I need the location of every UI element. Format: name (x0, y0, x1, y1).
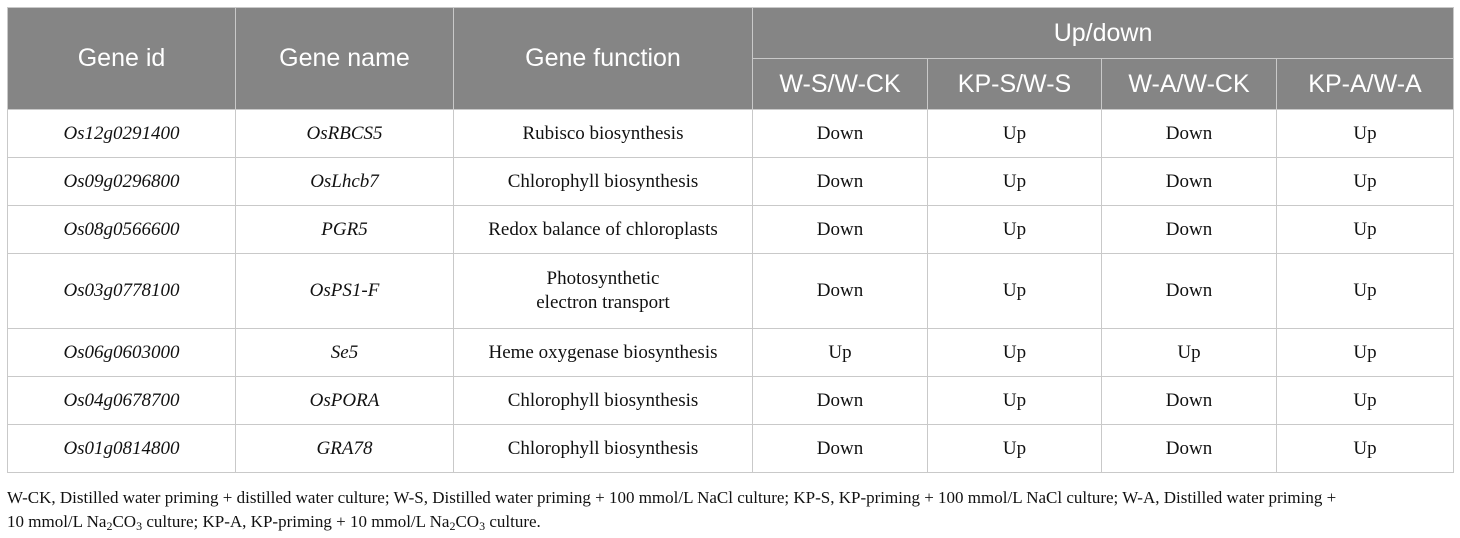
footnote-subscript: 2 (449, 519, 456, 533)
cell-kpa-wa: Up (1277, 377, 1454, 425)
cell-gene-id: Os01g0814800 (8, 425, 236, 473)
cell-kpa-wa: Up (1277, 158, 1454, 206)
cell-gene-function (454, 254, 753, 329)
table-row (8, 110, 1454, 158)
cell-kpa-wa: Up (1277, 329, 1454, 377)
header-kps-ws: KP-S/W-S (928, 59, 1102, 110)
table-footnote (7, 486, 1453, 534)
cell-wa-wck: Down (1102, 425, 1277, 473)
cell-gene-id: Os09g0296800 (8, 158, 236, 206)
header-wa-wck: W-A/W-CK (1102, 59, 1277, 110)
table-row (8, 158, 1454, 206)
cell-kps-ws: Up (928, 254, 1102, 329)
cell-gene-name: GRA78 (236, 425, 454, 473)
cell-gene-name: Se5 (236, 329, 454, 377)
cell-kps-ws: Up (928, 110, 1102, 158)
footnote-line-1: W-CK, Distilled water priming + distilled water culture; W-S, Distilled water priming + 100 mmol/L NaCl culture; KP-S, KP-priming + 100 mmol/L NaCl culture; W-A, Distilled water priming + (7, 488, 1337, 507)
footnote-subscript: 2 (106, 519, 113, 533)
table-row (8, 377, 1454, 425)
cell-kps-ws: Up (928, 377, 1102, 425)
cell-kps-ws: Up (928, 206, 1102, 254)
gene-function-line-1: Photosynthetic (546, 268, 660, 289)
header-ws-wck: W-S/W-CK (753, 59, 928, 110)
footnote-line-2a: 10 mmol/L Na (7, 512, 107, 531)
cell-kps-ws: Up (928, 329, 1102, 377)
cell-gene-id: Os03g0778100 (8, 254, 236, 329)
cell-gene-id: Os06g0603000 (8, 329, 236, 377)
cell-gene-id: Os04g0678700 (8, 377, 236, 425)
cell-wa-wck: Down (1102, 206, 1277, 254)
footnote-subscript: 3 (136, 519, 143, 533)
table-row (8, 425, 1454, 473)
cell-ws-wck: Down (753, 425, 928, 473)
cell-wa-wck: Down (1102, 110, 1277, 158)
cell-ws-wck: Up (753, 329, 928, 377)
header-gene-id: Gene id (8, 8, 236, 110)
cell-kpa-wa: Up (1277, 110, 1454, 158)
footnote-subscript: 3 (479, 519, 486, 533)
cell-ws-wck: Down (753, 377, 928, 425)
cell-gene-name: OsPS1-F (236, 254, 454, 329)
cell-gene-name: OsPORA (236, 377, 454, 425)
cell-kpa-wa: Up (1277, 254, 1454, 329)
cell-ws-wck: Down (753, 254, 928, 329)
cell-ws-wck: Down (753, 158, 928, 206)
cell-wa-wck: Down (1102, 377, 1277, 425)
table-row (8, 206, 1454, 254)
footnote-line-2d: CO (455, 512, 480, 531)
cell-gene-function: Rubisco biosynthesis (454, 110, 753, 158)
footnote-line-2c: culture; KP-A, KP-priming + 10 mmol/L Na (142, 512, 450, 531)
cell-gene-function: Heme oxygenase biosynthesis (454, 329, 753, 377)
gene-function-line-2: electron transport (536, 292, 670, 313)
cell-gene-name: OsRBCS5 (236, 110, 454, 158)
table-row (8, 329, 1454, 377)
header-gene-function: Gene function (454, 8, 753, 110)
header-gene-name: Gene name (236, 8, 454, 110)
cell-gene-function: Chlorophyll biosynthesis (454, 158, 753, 206)
footnote-line-2e: culture. (485, 512, 541, 531)
cell-kps-ws: Up (928, 158, 1102, 206)
cell-kpa-wa: Up (1277, 206, 1454, 254)
cell-gene-id: Os08g0566600 (8, 206, 236, 254)
cell-gene-function: Redox balance of chloroplasts (454, 206, 753, 254)
header-row-top (8, 8, 1454, 59)
cell-kps-ws: Up (928, 425, 1102, 473)
cell-ws-wck: Down (753, 110, 928, 158)
table-header (8, 8, 1454, 110)
footnote-line-2b: CO (112, 512, 137, 531)
cell-gene-function: Chlorophyll biosynthesis (454, 377, 753, 425)
cell-gene-name: PGR5 (236, 206, 454, 254)
cell-wa-wck: Down (1102, 254, 1277, 329)
cell-wa-wck: Down (1102, 158, 1277, 206)
cell-ws-wck: Down (753, 206, 928, 254)
cell-gene-id: Os12g0291400 (8, 110, 236, 158)
cell-gene-name: OsLhcb7 (236, 158, 454, 206)
table-body (8, 110, 1454, 473)
cell-wa-wck: Up (1102, 329, 1277, 377)
cell-kpa-wa: Up (1277, 425, 1454, 473)
header-up-down-group: Up/down (753, 8, 1454, 59)
table-row (8, 254, 1454, 329)
header-kpa-wa: KP-A/W-A (1277, 59, 1454, 110)
cell-gene-function: Chlorophyll biosynthesis (454, 425, 753, 473)
gene-table (7, 7, 1454, 473)
